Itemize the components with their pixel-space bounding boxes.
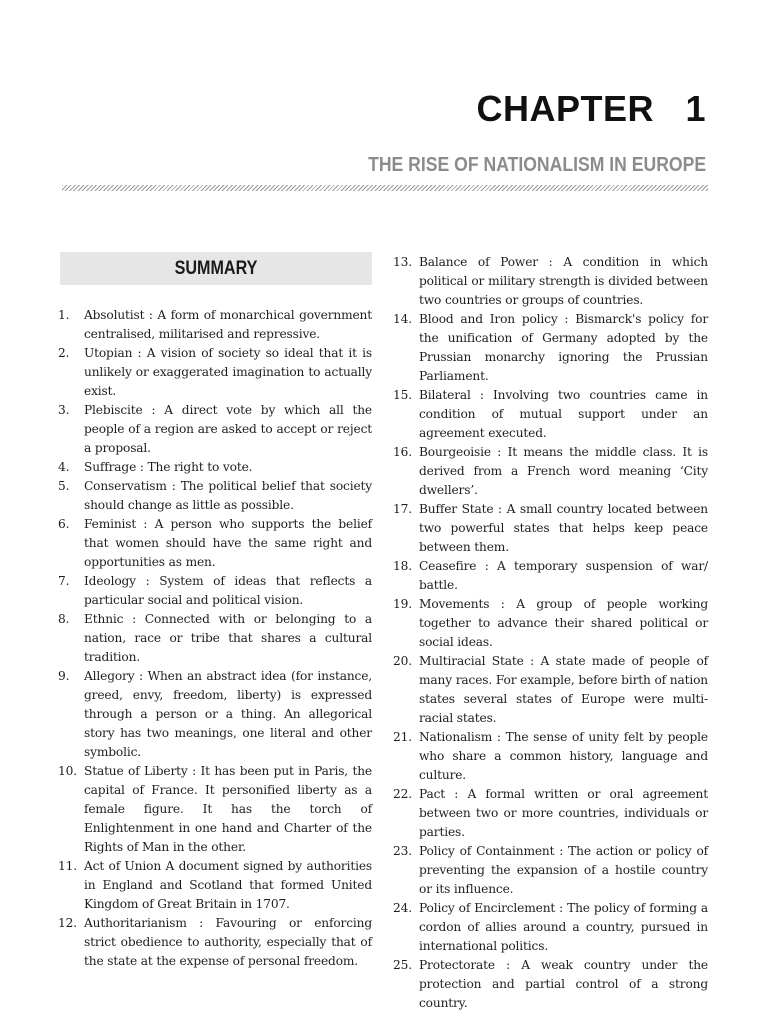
item-text: Ceasefire : A temporary suspension of war/ battle.	[419, 559, 708, 592]
item-text: Suffrage : The right to vote.	[84, 460, 253, 474]
item-number: 5.	[58, 479, 70, 493]
item-text: Movements : A group of people working together to advance their shared political or social ideas.	[419, 597, 708, 649]
item-number: 17.	[393, 502, 412, 516]
item-number: 11.	[58, 859, 77, 873]
item-text: Balance of Power : A condition in which political or military strength is divided between two countries or groups of countries.	[419, 255, 708, 307]
item-text: Buffer State : A small country located between two powerful states that helps keep peace between them.	[419, 502, 708, 554]
summary-item-2	[58, 344, 372, 401]
summary-item-13	[393, 253, 708, 310]
summary-list-right	[393, 253, 708, 1013]
item-number: 13.	[393, 255, 412, 269]
summary-item-14	[393, 310, 708, 386]
summary-item-12	[58, 914, 372, 971]
item-text: Allegory : When an abstract idea (for instance, greed, envy, freedom, liberty) is expressed through a person or a thing. An allegorical story has two meanings, one literal and other symbolic.	[84, 669, 372, 759]
item-text: Protectorate : A weak country under the protection and partial control of a strong country.	[419, 958, 708, 1010]
item-text: Conservatism : The political belief that society should change as little as possible.	[84, 479, 372, 512]
item-text: Statue of Liberty : It has been put in Paris, the capital of France. It personified liberty as a female figure. It has the torch of Enlightenment in one hand and Charter of the Rights of Man in the other.	[84, 764, 372, 854]
summary-item-21	[393, 728, 708, 785]
summary-heading-box	[60, 252, 372, 285]
item-number: 9.	[58, 669, 70, 683]
summary-item-5	[58, 477, 372, 515]
item-number: 7.	[58, 574, 70, 588]
item-number: 16.	[393, 445, 412, 459]
summary-item-16	[393, 443, 708, 500]
item-text: Bilateral : Involving two countries came in condition of mutual support under an agreement executed.	[419, 388, 708, 440]
item-number: 6.	[58, 517, 70, 531]
item-number: 4.	[58, 460, 70, 474]
item-number: 15.	[393, 388, 412, 402]
chapter-subtitle: THE RISE OF NATIONALISM IN EUROPE	[367, 154, 706, 176]
item-text: Multiracial State : A state made of people of many races. For example, before birth of nation states several states of Europe were multi-racial states.	[419, 654, 708, 725]
item-number: 25.	[393, 958, 412, 972]
item-text: Act of Union A document signed by authorities in England and Scotland that formed United Kingdom of Great Britain in 1707.	[84, 859, 372, 911]
summary-item-17	[393, 500, 708, 557]
summary-item-18	[393, 557, 708, 595]
item-number: 24.	[393, 901, 412, 915]
summary-item-11	[58, 857, 372, 914]
item-text: Ideology : System of ideas that reflects a particular social and political vision.	[84, 574, 372, 607]
item-number: 10.	[58, 764, 77, 778]
item-number: 8.	[58, 612, 70, 626]
item-text: Pact : A formal written or oral agreement between two or more countries, individuals or parties.	[419, 787, 708, 839]
item-number: 1.	[58, 308, 70, 322]
item-number: 20.	[393, 654, 412, 668]
summary-list-left	[58, 306, 372, 971]
summary-item-19	[393, 595, 708, 652]
summary-item-20	[393, 652, 708, 728]
summary-item-22	[393, 785, 708, 842]
item-number: 3.	[58, 403, 70, 417]
item-text: Absolutist : A form of monarchical government centralised, militarised and repressive.	[84, 308, 372, 341]
summary-item-7	[58, 572, 372, 610]
summary-item-25	[393, 956, 708, 1013]
item-text: Blood and Iron policy : Bismarck's policy for the unification of Germany adopted by the Prussian monarchy ignoring the Prussian Parliament.	[419, 312, 708, 383]
item-number: 14.	[393, 312, 412, 326]
item-text: Plebiscite : A direct vote by which all the people of a region are asked to accept or reject a proposal.	[84, 403, 372, 455]
item-number: 22.	[393, 787, 412, 801]
item-text: Ethnic : Connected with or belonging to a nation, race or tribe that shares a cultural tradition.	[84, 612, 372, 664]
summary-item-24	[393, 899, 708, 956]
item-text: Utopian : A vision of society so ideal that it is unlikely or exaggerated imagination to actually exist.	[84, 346, 372, 398]
summary-item-10	[58, 762, 372, 857]
summary-item-3	[58, 401, 372, 458]
item-number: 23.	[393, 844, 412, 858]
summary-item-23	[393, 842, 708, 899]
summary-item-1	[58, 306, 372, 344]
item-number: 21.	[393, 730, 412, 744]
item-number: 18.	[393, 559, 412, 573]
chapter-title: CHAPTER 1	[476, 88, 706, 129]
item-text: Feminist : A person who supports the belief that women should have the same right and opportunities as men.	[84, 517, 372, 569]
summary-heading: SUMMARY	[174, 258, 258, 279]
hatched-divider	[62, 185, 708, 191]
item-text: Authoritarianism : Favouring or enforcing strict obedience to authority, especially that of the state at the expense of personal freedom.	[84, 916, 372, 968]
summary-item-4	[58, 458, 372, 477]
item-text: Nationalism : The sense of unity felt by people who share a common history, language and culture.	[419, 730, 708, 782]
summary-item-6	[58, 515, 372, 572]
summary-item-8	[58, 610, 372, 667]
summary-item-9	[58, 667, 372, 762]
item-text: Policy of Encirclement : The policy of forming a cordon of allies around a country, pursued in international politics.	[419, 901, 708, 953]
item-number: 2.	[58, 346, 70, 360]
item-text: Bourgeoisie : It means the middle class. It is derived from a French word meaning ‘City dwellers’.	[419, 445, 708, 497]
item-text: Policy of Containment : The action or policy of preventing the expansion of a hostile country or its influence.	[419, 844, 708, 896]
item-number: 19.	[393, 597, 412, 611]
summary-item-15	[393, 386, 708, 443]
item-number: 12.	[58, 916, 77, 930]
